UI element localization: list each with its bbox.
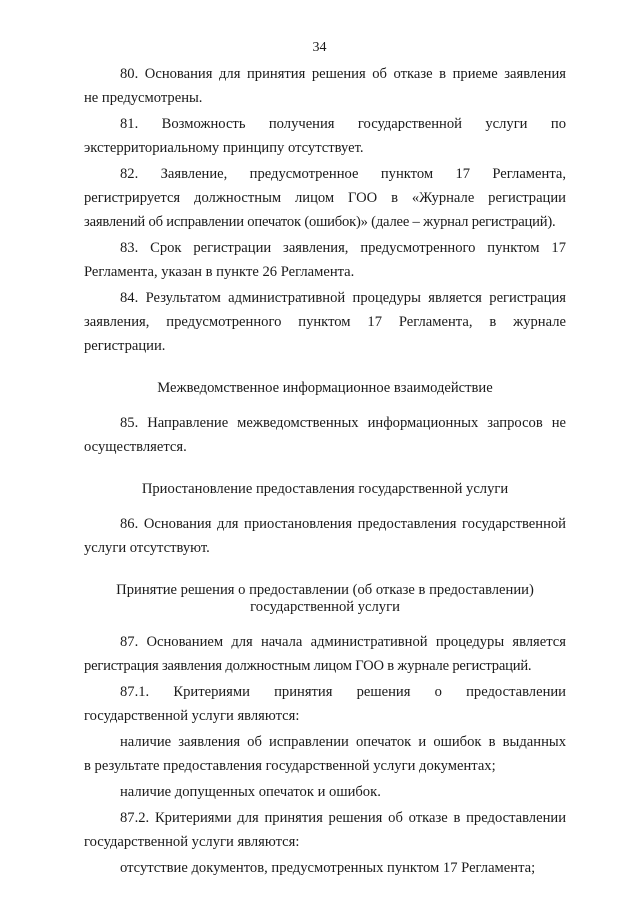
text-line: регистрируется должностным лицом ГОО в «Журнале регистрации xyxy=(84,190,566,206)
paragraph-85 xyxy=(84,411,566,459)
page-number: 34 xyxy=(312,40,327,55)
text-line: 83. Срок регистрации заявления, предусмотренного пунктом 17 xyxy=(120,240,566,256)
section-heading-decision xyxy=(84,582,566,616)
text-line: наличие заявления об исправлении опечаток и ошибок в выданных xyxy=(120,734,566,750)
document-body xyxy=(84,62,566,882)
paragraph-86 xyxy=(84,512,566,560)
paragraph-87-2 xyxy=(84,806,566,854)
paragraph-87-1 xyxy=(84,680,566,728)
paragraph-80 xyxy=(84,62,566,110)
text-line: государственной услуги являются: xyxy=(84,834,300,850)
paragraph-84 xyxy=(84,286,566,358)
text-line: в результате предоставления государственной услуги документах; xyxy=(84,758,496,774)
text-line: 87. Основанием для начала административной процедуры является xyxy=(120,634,566,650)
text-line: отсутствие документов, предусмотренных пунктом 17 Регламента; xyxy=(120,860,536,876)
text-line: Регламента, указан в пункте 26 Регламента. xyxy=(84,264,355,280)
section-heading-interagency: Межведомственное информационное взаимодействие xyxy=(157,380,493,396)
text-line: 81. Возможность получения государственной услуги по xyxy=(120,116,566,132)
paragraph-87 xyxy=(84,630,566,678)
text-line: 84. Результатом административной процедуры является регистрация xyxy=(120,290,566,306)
text-line: 85. Направление межведомственных информационных запросов не xyxy=(120,415,566,431)
paragraph-83 xyxy=(84,236,566,284)
text-line: 80. Основания для принятия решения об отказе в приеме заявления xyxy=(120,66,566,82)
text-line: заявления, предусмотренного пунктом 17 Регламента, в журнале xyxy=(84,314,566,330)
text-line: не предусмотрены. xyxy=(84,90,203,106)
section-heading-suspension: Приостановление предоставления государственной услуги xyxy=(141,481,509,497)
text-line: заявлений об исправлении опечаток (ошибок)» (далее – журнал регистраций). xyxy=(84,214,556,230)
text-line: 87.1. Критериями принятия решения о предоставлении xyxy=(120,684,566,700)
text-line: 86. Основания для приостановления предоставления государственной xyxy=(120,516,566,532)
paragraph-criterion-1 xyxy=(84,730,566,778)
text-line: услуги отсутствуют. xyxy=(84,540,210,556)
text-line: осуществляется. xyxy=(84,439,187,455)
paragraph-criterion-2 xyxy=(84,780,566,804)
paragraph-81 xyxy=(84,112,566,160)
text-line: регистрации. xyxy=(84,338,166,354)
text-line: регистрация заявления должностным лицом ГОО в журнале регистраций. xyxy=(84,658,532,674)
heading-line: Принятие решения о предоставлении (об отказе в предоставлении) xyxy=(116,582,534,598)
text-line: государственной услуги являются: xyxy=(84,708,300,724)
text-line: 87.2. Критериями для принятия решения об отказе в предоставлении xyxy=(120,810,566,826)
text-line: экстерриториальному принципу отсутствует. xyxy=(84,140,364,156)
heading-line: государственной услуги xyxy=(250,599,400,615)
paragraph-82 xyxy=(84,162,566,234)
text-line: наличие допущенных опечаток и ошибок. xyxy=(120,784,381,800)
paragraph-refusal-1 xyxy=(84,856,566,880)
text-line: 82. Заявление, предусмотренное пунктом 17 Регламента, xyxy=(120,166,566,182)
